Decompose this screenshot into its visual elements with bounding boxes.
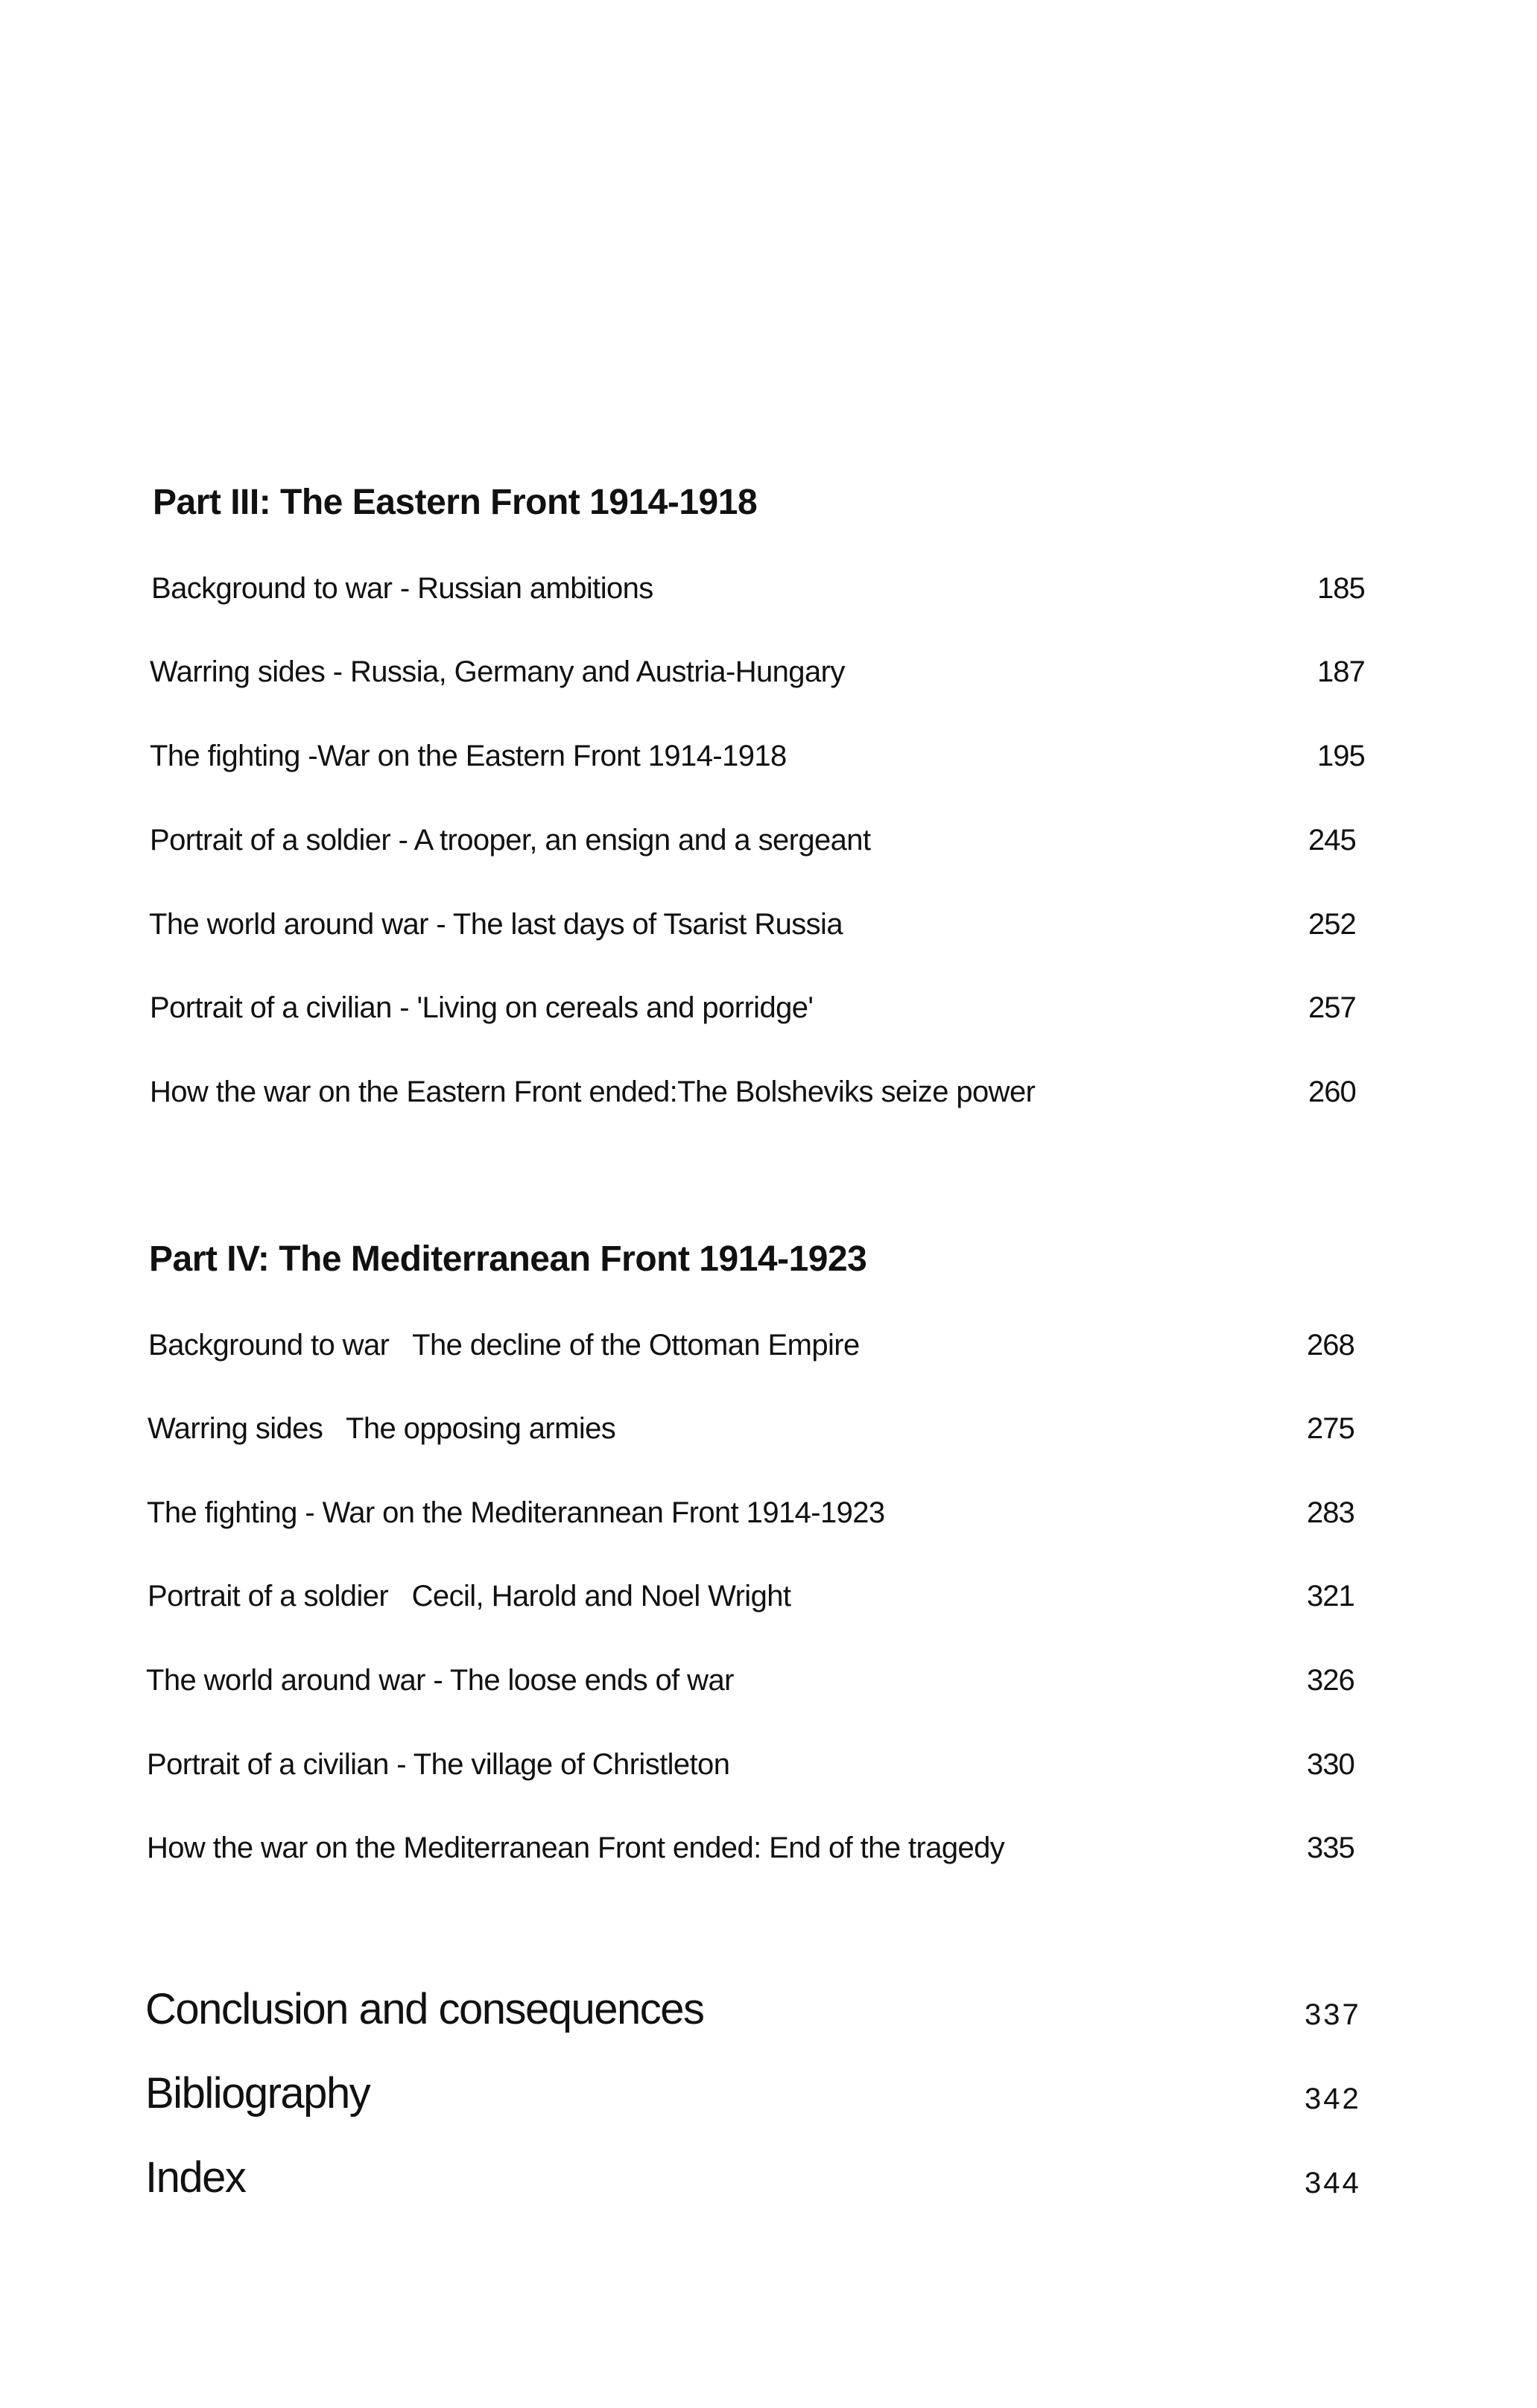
toc-page-number: 330 xyxy=(1307,1748,1354,1781)
toc-entry: Background to war - Russian ambitions xyxy=(151,572,653,605)
toc-entry: Portrait of a soldier - A trooper, an ensign and a sergeant xyxy=(150,824,871,857)
toc-page-number: 337 xyxy=(1305,1998,1361,2031)
toc-entry: The fighting - War on the Mediterannean Front 1914-1923 xyxy=(147,1496,885,1529)
toc-page-number: 185 xyxy=(1317,572,1365,605)
toc-entry: The world around war - The loose ends of war xyxy=(146,1664,734,1697)
toc-entry: How the war on the Eastern Front ended:The Bolsheviks seize power xyxy=(150,1076,1036,1108)
toc-entry: Warring sides The opposing armies xyxy=(148,1412,616,1445)
toc-entry: How the war on the Mediterranean Front ended: End of the tragedy xyxy=(147,1832,1005,1864)
part-iv-title: Part IV: The Mediterranean Front 1914-1923 xyxy=(149,1239,867,1279)
toc-page-number: 326 xyxy=(1307,1664,1354,1697)
toc-entry: Portrait of a civilian - The village of Christleton xyxy=(147,1748,730,1781)
toc-page-number: 245 xyxy=(1308,824,1356,857)
toc-entry: Portrait of a civilian - 'Living on cereals and porridge' xyxy=(150,991,814,1024)
toc-page-number: 275 xyxy=(1307,1412,1354,1445)
toc-page-number: 195 xyxy=(1317,740,1365,772)
toc-page-number: 321 xyxy=(1307,1580,1354,1613)
toc-entry: Portrait of a soldier Cecil, Harold and Noel Wright xyxy=(148,1580,791,1613)
toc-entry: The world around war - The last days of Tsarist Russia xyxy=(149,908,843,941)
toc-entry: Background to war The decline of the Ottoman Empire xyxy=(148,1329,860,1362)
toc-page-number: 252 xyxy=(1308,908,1356,941)
toc-bibliography: Bibliography xyxy=(145,2069,370,2118)
toc-page-number: 342 xyxy=(1305,2083,1361,2115)
toc-page-number: 268 xyxy=(1307,1329,1354,1362)
toc-page-number: 187 xyxy=(1317,655,1365,688)
toc-page-number: 283 xyxy=(1307,1496,1354,1529)
toc-page-number: 260 xyxy=(1308,1076,1356,1108)
part-iii-title: Part III: The Eastern Front 1914-1918 xyxy=(153,483,758,522)
toc-index: Index xyxy=(145,2153,246,2202)
toc-entry: The fighting -War on the Eastern Front 1914-1918 xyxy=(150,740,787,772)
toc-page-number: 344 xyxy=(1305,2167,1361,2199)
toc-conclusion: Conclusion and consequences xyxy=(145,1985,704,2033)
toc-entry: Warring sides - Russia, Germany and Austria-Hungary xyxy=(150,655,845,688)
toc-page-number: 335 xyxy=(1307,1832,1354,1864)
toc-page-number: 257 xyxy=(1308,991,1356,1024)
